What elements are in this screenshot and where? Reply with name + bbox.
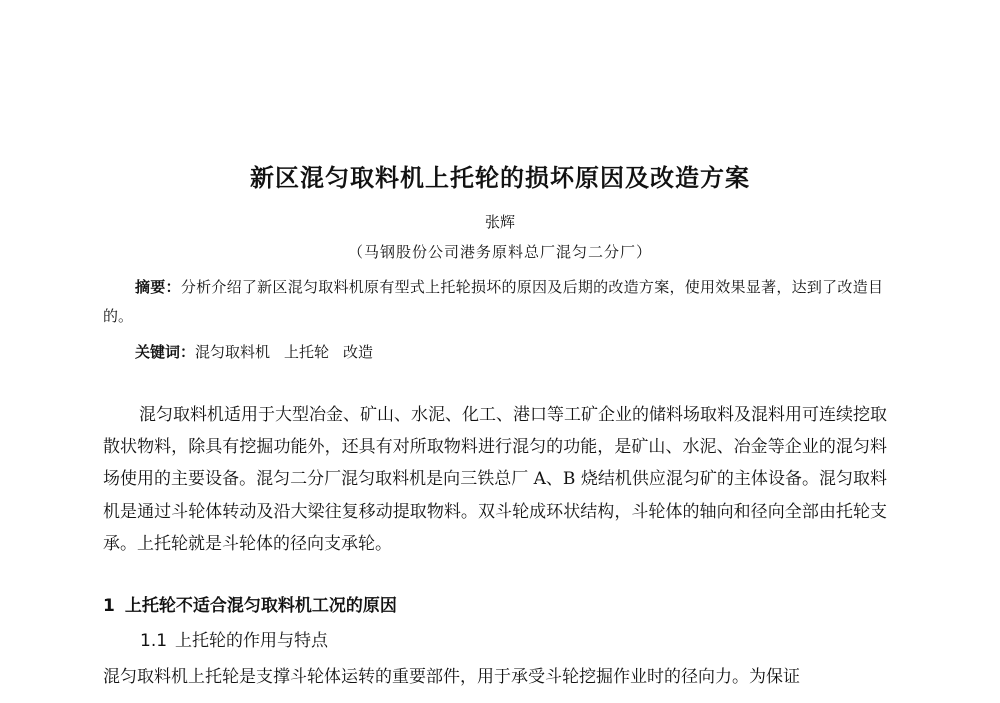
subsection-number: 1.1	[140, 631, 168, 651]
intro-paragraph: 混匀取料机适用于大型冶金、矿山、水泥、化工、港口等工矿企业的储料场取料及混料用可连续挖取散状物料，除具有挖掘功能外，还具有对所取物料进行混匀的功能，是矿山、水泥、冶金等企业的混匀料场使用的主要设备。混匀二分厂混匀取料机是向三铁总厂 A、B 烧结机供应混匀矿的主体设备。混匀取料机是通过斗轮体转动及沿大梁往复移动提取物料。双斗轮成环状结构，斗轮体的轴向和径向全部由托轮支承。上托轮就是斗轮体的径向支承轮。	[103, 405, 887, 554]
abstract	[103, 273, 883, 331]
subsection-title: 上托轮的作用与特点	[175, 631, 329, 651]
author-affiliation: （马钢股份公司港务原料总厂混匀二分厂）	[347, 243, 652, 261]
author-name: 张辉	[484, 213, 515, 231]
abstract-text: 分析介绍了新区混匀取料机原有型式上托轮损坏的原因及后期的改造方案，使用效果显著，达到了改造目的。	[103, 278, 883, 325]
abstract-label: 摘要：	[135, 278, 181, 296]
section-number: 1	[103, 596, 115, 616]
keyword-item: 上托轮	[284, 343, 330, 361]
keywords-label: 关键词：	[135, 343, 196, 361]
section-heading	[103, 591, 397, 616]
keyword-item: 混匀取料机	[195, 343, 271, 361]
subsection-heading	[140, 626, 328, 651]
page-title: 新区混匀取料机上托轮的损坏原因及改造方案	[250, 164, 750, 192]
keyword-item: 改造	[343, 343, 374, 361]
section-title: 上托轮不适合混匀取料机工况的原因	[124, 596, 397, 616]
keywords	[135, 341, 387, 362]
body-paragraph: 混匀取料机上托轮是支撑斗轮体运转的重要部件，用于承受斗轮挖掘作业时的径向力。为保证	[103, 667, 800, 687]
